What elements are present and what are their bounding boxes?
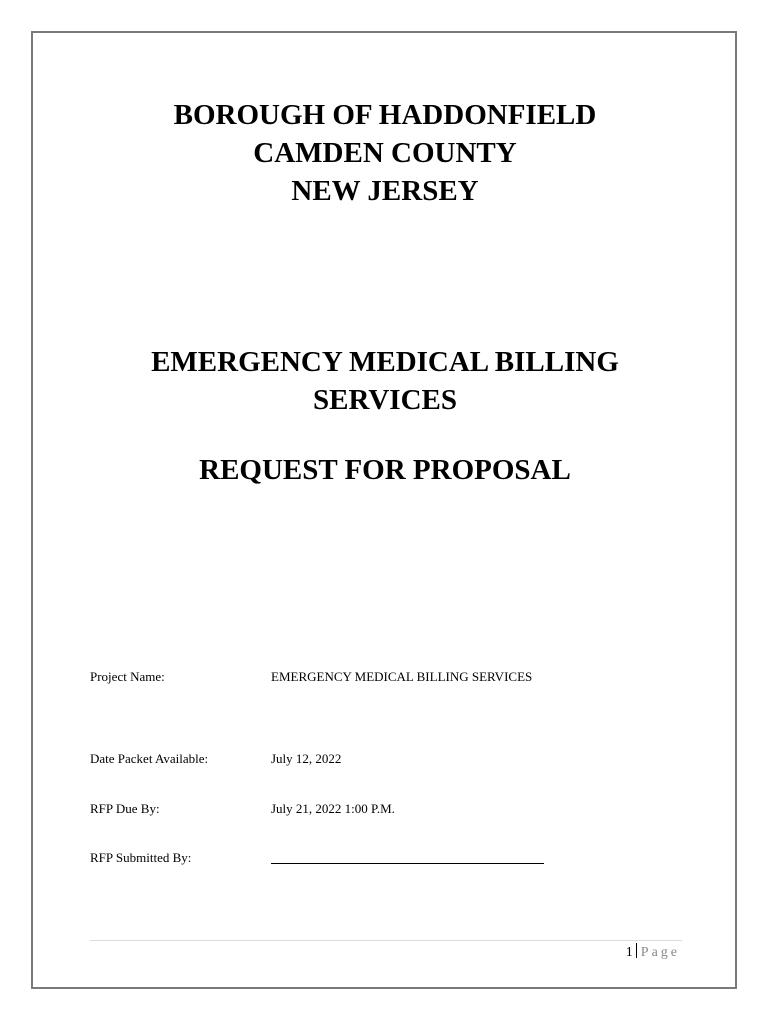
issuer-heading xyxy=(0,96,770,210)
document-title-line-2: SERVICES xyxy=(312,384,458,416)
page-separator xyxy=(636,943,637,958)
project-name-label: Project Name: xyxy=(90,669,165,684)
footer-divider xyxy=(90,940,682,941)
submitted-by-signature-line xyxy=(271,863,544,864)
project-name-value: EMERGENCY MEDICAL BILLING SERVICES xyxy=(271,669,533,684)
document-title xyxy=(0,343,770,419)
issuer-borough: BOROUGH OF HADDONFIELD xyxy=(173,99,597,131)
rfp-subtitle: REQUEST FOR PROPOSAL xyxy=(199,454,571,486)
issuer-state: NEW JERSEY xyxy=(291,175,479,207)
date-available-label: Date Packet Available: xyxy=(90,751,209,766)
document-subtitle xyxy=(0,451,770,489)
page-number: 1 xyxy=(625,945,633,960)
page-footer xyxy=(626,943,680,962)
issuer-county: CAMDEN COUNTY xyxy=(253,137,517,169)
due-by-label: RFP Due By: xyxy=(90,801,160,816)
submitted-by-label: RFP Submitted By: xyxy=(90,850,192,865)
due-by-value: July 21, 2022 1:00 P.M. xyxy=(271,801,395,816)
document-title-line-1: EMERGENCY MEDICAL BILLING xyxy=(151,346,619,378)
page-label: Page xyxy=(640,945,680,960)
date-available-value: July 12, 2022 xyxy=(271,751,342,766)
